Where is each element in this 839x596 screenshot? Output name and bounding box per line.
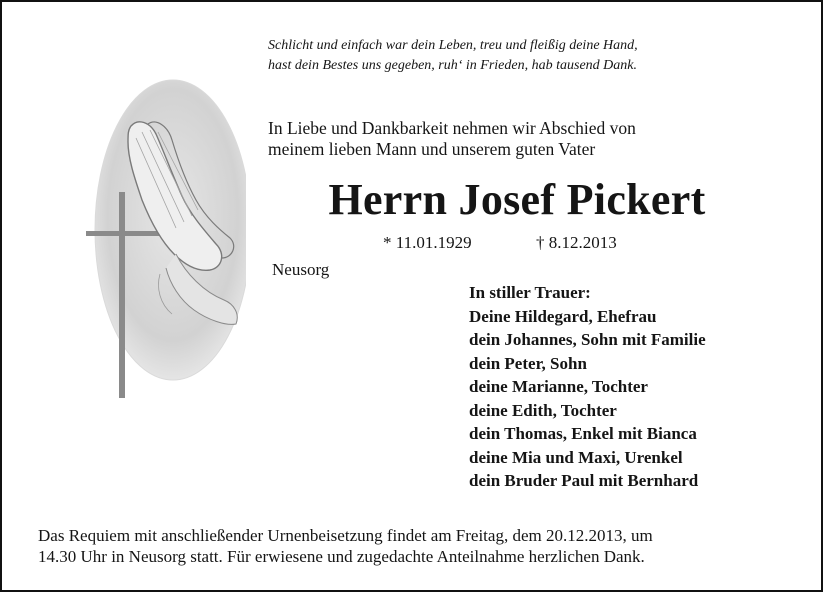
mourner-entry: Deine Hildegard, Ehefrau xyxy=(469,306,657,326)
death-date: † 8.12.2013 xyxy=(536,233,617,252)
mourner-entry: dein Thomas, Enkel mit Bianca xyxy=(469,424,697,443)
mourners-list xyxy=(469,281,809,493)
mourner-entry: dein Peter, Sohn xyxy=(469,353,587,373)
intro-line: meinem lieben Mann und unserem guten Vater xyxy=(268,139,596,159)
mourners-heading: In stiller Trauer: xyxy=(469,283,591,302)
service-notice-line: 14.30 Uhr in Neusorg statt. Für erwiesene und zugedachte Anteilnahme herzlichen Dank. xyxy=(38,547,645,566)
mourner-entry: dein Johannes, Sohn mit Familie xyxy=(469,330,706,349)
praying-hands-with-cross-icon xyxy=(56,78,246,403)
intro-line: In Liebe und Dankbarkeit nehmen wir Abschied von xyxy=(268,118,636,138)
mourner-entry: deine Mia und Maxi, Urenkel xyxy=(469,447,683,467)
deceased-name: Herrn Josef Pickert xyxy=(328,175,706,224)
intro-text xyxy=(268,118,808,160)
memorial-verse xyxy=(268,36,788,76)
service-notice xyxy=(38,525,808,567)
hometown: Neusorg xyxy=(272,260,330,279)
mourner-entry: dein Bruder Paul mit Bernhard xyxy=(469,471,699,490)
birth-date: * 11.01.1929 xyxy=(383,233,472,252)
mourner-entry: deine Marianne, Tochter xyxy=(469,377,648,396)
memorial-verse-line: Schlicht und einfach war dein Leben, treu und fleißig deine Hand, xyxy=(268,38,638,53)
service-notice-line: Das Requiem mit anschließender Urnenbeisetzung findet am Freitag, dem 20.12.2013, um xyxy=(38,526,653,545)
mourner-entry: deine Edith, Tochter xyxy=(469,400,617,420)
memorial-verse-line: hast dein Bestes uns gegeben, ruh‘ in Frieden, hab tausend Dank. xyxy=(268,58,637,73)
